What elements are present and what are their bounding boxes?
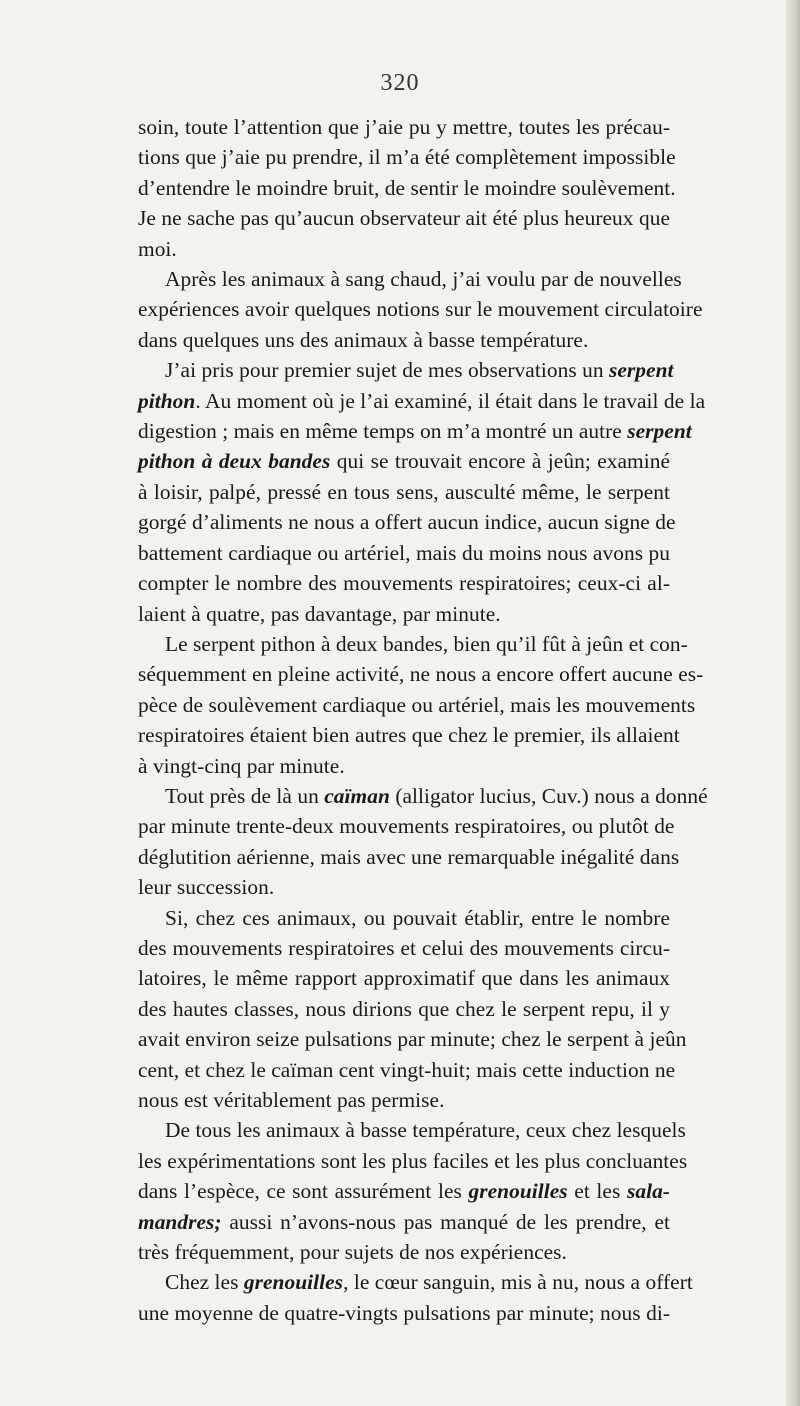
text-run: à vingt-cinq par minute. <box>138 753 345 778</box>
body-text <box>138 112 708 1328</box>
text-run: des hautes classes, nous dirions que chez le serpent repu, il y <box>138 996 670 1021</box>
text-line <box>138 963 670 993</box>
text-run: nous est véritablement pas permise. <box>138 1088 445 1112</box>
text-line <box>138 446 670 476</box>
text-run: pèce de soulèvement cardiaque ou artériel, mais les mouvements <box>138 692 696 717</box>
italic-term: serpent <box>608 358 674 383</box>
text-run: gorgé d’aliments ne nous a offert aucun indice, aucun signe de <box>138 510 676 535</box>
text-line <box>138 234 670 264</box>
text-line <box>138 1207 670 1237</box>
text-run: les expérimentations sont les plus faciles et les plus concluantes <box>138 1148 688 1173</box>
text-run: J’ai pris pour premier sujet de mes observations un <box>165 358 609 383</box>
text-line <box>138 1237 670 1267</box>
text-line <box>138 1146 688 1176</box>
text-line <box>138 933 670 963</box>
text-run: cent, et chez le caïman cent vingt-huit; mais cette induction ne <box>138 1057 676 1082</box>
text-run: (alligator lucius, Cuv.) nous a donné <box>389 783 708 808</box>
text-run: leur succession. <box>138 875 275 900</box>
text-line <box>138 112 670 142</box>
text-run: aussi n’avons-nous pas manqué de les prendre, et <box>221 1209 670 1234</box>
text-line <box>138 720 680 750</box>
text-line <box>138 1024 687 1054</box>
text-run: des mouvements respiratoires et celui des mouvements circu- <box>138 935 670 960</box>
italic-term: sala- <box>626 1179 670 1204</box>
text-line <box>138 1176 670 1206</box>
text-run: très fréquemment, pour sujets de nos expériences. <box>138 1240 567 1265</box>
text-run: Après les animaux à sang chaud, j’ai voulu par de nouvelles <box>165 267 682 292</box>
text-run: digestion ; mais en même temps on m’a montré un autre <box>138 419 628 444</box>
text-line <box>138 568 670 598</box>
text-run: et les <box>567 1179 627 1204</box>
text-run: dans quelques uns des animaux à basse température. <box>138 327 589 352</box>
text-line <box>138 416 692 446</box>
text-run: Tout près de là un <box>165 783 325 808</box>
text-line <box>138 629 688 659</box>
text-line <box>138 264 682 294</box>
text-run: respiratoires étaient bien autres que chez le premier, ils allaient <box>138 723 680 748</box>
text-run: , le cœur sanguin, mis à nu, nous a offert <box>343 1270 693 1295</box>
text-line <box>138 811 675 841</box>
text-line <box>138 1298 670 1328</box>
text-run: latoires, le même rapport approximatif que dans les animaux <box>138 966 670 991</box>
text-line <box>138 903 670 933</box>
text-run: déglutition aérienne, mais avec une remarquable inégalité dans <box>138 844 680 869</box>
text-line <box>138 781 708 811</box>
text-line <box>138 842 680 872</box>
text-line <box>138 659 704 689</box>
text-line <box>138 203 670 233</box>
text-line <box>138 538 670 568</box>
text-line <box>138 173 676 203</box>
text-line <box>138 1055 676 1085</box>
text-line <box>138 599 670 629</box>
text-run: dans l’espèce, ce sont assurément les <box>138 1179 469 1204</box>
text-run: Si, chez ces animaux, ou pouvait établir, entre le nombre <box>165 905 670 930</box>
text-run: à loisir, palpé, pressé en tous sens, ausculté même, le serpent <box>138 479 670 504</box>
text-line <box>138 751 670 781</box>
text-run: qui se trouvait encore à jeûn; examiné <box>330 449 670 474</box>
text-run: moi. <box>138 236 177 261</box>
page-edge-shadow <box>786 0 800 1406</box>
text-line <box>138 994 670 1024</box>
text-run: d’entendre le moindre bruit, de sentir le moindre soulèvement. <box>138 175 676 200</box>
text-run: une moyenne de quatre-vingts pulsations par minute; nous di- <box>138 1300 670 1325</box>
page-number: 320 <box>380 70 420 96</box>
text-line <box>138 507 676 537</box>
text-run: soin, toute l’attention que j’aie pu y mettre, toutes les précau- <box>138 115 670 139</box>
text-line <box>138 1267 693 1297</box>
text-line <box>138 142 676 172</box>
text-line <box>138 477 670 507</box>
text-run: expériences avoir quelques notions sur le mouvement circulatoire <box>138 297 703 322</box>
text-line <box>138 386 706 416</box>
text-run: Chez les <box>165 1270 244 1295</box>
text-run: tions que j’aie pu prendre, il m’a été complètement impossible <box>138 145 676 170</box>
text-run: Le serpent pithon à deux bandes, bien qu’il fût à jeûn et con- <box>165 631 688 656</box>
text-run: battement cardiaque ou artériel, mais du moins nous avons pu <box>138 540 670 565</box>
text-run: . Au moment où je l’ai examiné, il était dans le travail de la <box>195 388 706 413</box>
text-line <box>138 355 674 385</box>
italic-term: grenouilles <box>243 1270 344 1295</box>
italic-term: caïman <box>324 783 390 808</box>
text-run: par minute trente-deux mouvements respiratoires, ou plutôt de <box>138 814 675 839</box>
italic-term: pithon <box>138 388 196 413</box>
text-run: compter le nombre des mouvements respiratoires; ceux-ci al- <box>138 571 670 596</box>
text-run: séquemment en pleine activité, ne nous a encore offert aucune es- <box>138 662 704 687</box>
text-line <box>138 1115 686 1145</box>
italic-term: pithon à deux bandes <box>138 449 331 474</box>
text-line <box>138 690 696 720</box>
italic-term: grenouilles <box>468 1179 568 1204</box>
text-run: Je ne sache pas qu’aucun observateur ait été plus heureux que <box>138 206 670 231</box>
text-run: avait environ seize pulsations par minute; chez le serpent à jeûn <box>138 1027 687 1052</box>
text-line <box>138 294 703 324</box>
italic-term: serpent <box>627 419 692 444</box>
text-run: laient à quatre, pas davantage, par minute. <box>138 601 501 626</box>
italic-term: mandres; <box>138 1209 222 1234</box>
text-line <box>138 872 670 902</box>
text-line <box>138 325 670 355</box>
text-run: De tous les animaux à basse température, ceux chez lesquels <box>165 1118 686 1143</box>
text-line <box>138 1085 670 1115</box>
